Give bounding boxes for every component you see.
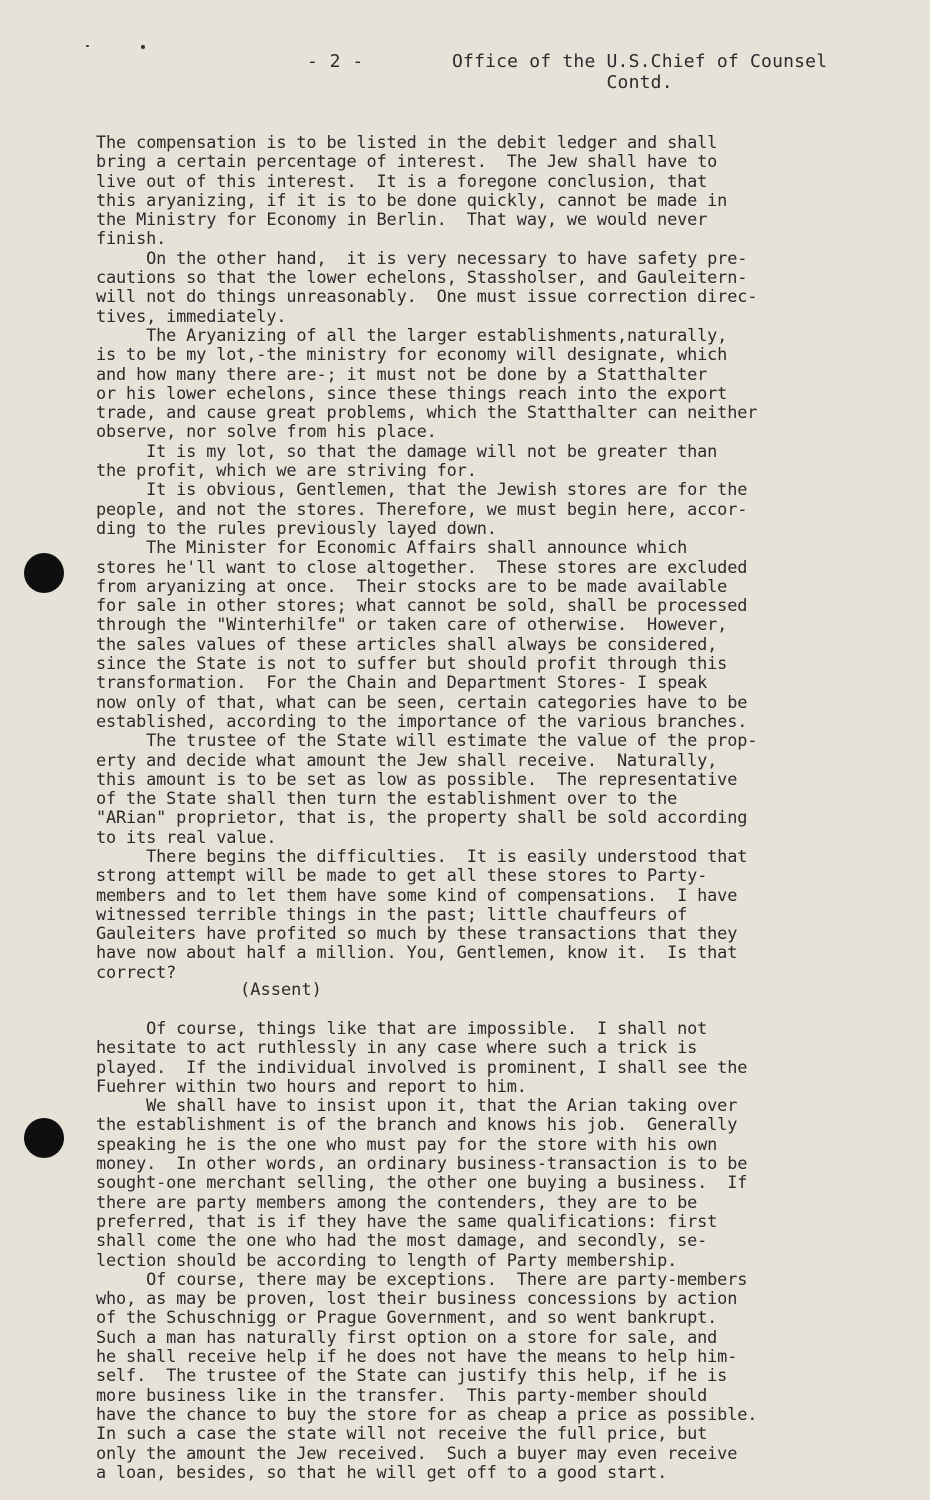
page-number: - 2 -: [307, 51, 364, 72]
office-line: Office of the U.S.Chief of Counsel: [452, 51, 828, 72]
text-line: The Minister for Economic Affairs shall announce which: [96, 537, 688, 558]
text-line: tives, immediately.: [96, 305, 287, 326]
text-line: erty and decide what amount the Jew shall receive. Naturally,: [96, 749, 718, 770]
text-line: and how many there are-; it must not be done by a Statthalter: [96, 363, 708, 384]
text-line: Of course, things like that are impossible. I shall not: [96, 1018, 708, 1038]
text-line: observe, nor solve from his place.: [96, 421, 437, 442]
text-line: It is obvious, Gentlemen, that the Jewish stores are for the: [96, 479, 748, 500]
text-line: sought-one merchant selling, the other one buying a business. If: [96, 1172, 748, 1193]
text-line: is to be my lot,-the ministry for economy will designate, which: [96, 344, 728, 365]
text-line: ding to the rules previously layed down.: [96, 517, 497, 538]
text-line: transformation. For the Chain and Department Stores- I speak: [96, 672, 708, 693]
body-text-section-2: [96, 1019, 866, 1482]
text-line: or his lower echelons, since these things reach into the export: [96, 382, 728, 403]
text-line: It is my lot, so that the damage will not be greater than: [96, 440, 718, 461]
text-line: of the Schuschnigg or Prague Government, and so went bankrupt.: [96, 1307, 718, 1328]
text-line: there are party members among the contenders, they are to be: [96, 1191, 698, 1212]
text-line: Gauleiters have profited so much by these transactions that they: [96, 923, 738, 944]
text-line: witnessed terrible things in the past; little chauffeurs of: [96, 903, 688, 924]
text-line: since the State is not to suffer but should profit through this: [96, 653, 728, 674]
text-line: On the other hand, it is very necessary to have safety pre-: [96, 247, 748, 268]
text-line: In such a case the state will not receive the full price, but: [96, 1423, 708, 1444]
text-line: members and to let them have some kind of compensations. I have: [96, 884, 738, 905]
office-heading: [452, 51, 827, 93]
text-line: to its real value.: [96, 826, 277, 847]
punch-hole: [24, 1118, 64, 1158]
text-line: have now about half a million. You, Gentlemen, know it. Is that: [96, 942, 738, 963]
text-line: hesitate to act ruthlessly in any case where such a trick is: [96, 1037, 698, 1058]
text-line: The compensation is to be listed in the debit ledger and shall: [96, 132, 718, 152]
text-line: stores he'll want to close altogether. These stores are excluded: [96, 556, 748, 577]
text-line: a loan, besides, so that he will get off to a good start.: [96, 1461, 668, 1482]
text-line: The trustee of the State will estimate the value of the prop-: [96, 730, 758, 751]
text-line: Fuehrer within two hours and report to him.: [96, 1075, 527, 1096]
text-line: money. In other words, an ordinary business-transaction is to be: [96, 1153, 748, 1174]
text-line: There begins the difficulties. It is easily understood that: [96, 845, 748, 866]
ink-speck: [86, 45, 89, 47]
text-line: through the "Winterhilfe" or taken care of otherwise. However,: [96, 614, 728, 635]
text-line: this aryanizing, if it is to be done quickly, cannot be made in: [96, 189, 728, 210]
text-line: the profit, which we are striving for.: [96, 460, 477, 481]
text-line: We shall have to insist upon it, that the Arian taking over: [96, 1095, 738, 1116]
text-line: strong attempt will be made to get all these stores to Party-: [96, 865, 708, 886]
body-text-section-1: [96, 133, 866, 982]
text-line: lection should be according to length of Party membership.: [96, 1249, 678, 1270]
text-line: bring a certain percentage of interest. The Jew shall have to: [96, 151, 718, 172]
text-line: of the State shall then turn the establishment over to the: [96, 788, 678, 809]
ink-speck: [141, 45, 145, 49]
text-line: Such a man has naturally first option on a store for sale, and: [96, 1326, 718, 1347]
assent-note: (Assent): [240, 980, 322, 1000]
text-line: cautions so that the lower echelons, Stassholser, and Gauleitern-: [96, 267, 748, 288]
text-line: only the amount the Jew received. Such a buyer may even receive: [96, 1442, 738, 1463]
text-line: The Aryanizing of all the larger establishments,naturally,: [96, 324, 728, 345]
continued-line: Contd.: [606, 72, 673, 93]
text-line: the sales values of these articles shall always be considered,: [96, 633, 718, 654]
text-line: live out of this interest. It is a foregone conclusion, that: [96, 170, 708, 191]
text-line: this amount is to be set as low as possible. The representative: [96, 768, 738, 789]
text-line: preferred, that is if they have the same qualifications: first: [96, 1210, 718, 1231]
text-line: have the chance to buy the store for as cheap a price as possible.: [96, 1403, 758, 1424]
text-line: finish.: [96, 228, 167, 249]
text-line: he shall receive help if he does not have the means to help him-: [96, 1346, 738, 1367]
text-line: now only of that, what can be seen, certain categories have to be: [96, 691, 748, 712]
text-line: from aryanizing at once. Their stocks are to be made available: [96, 575, 728, 596]
text-line: more business like in the transfer. This party-member should: [96, 1384, 708, 1405]
text-line: who, as may be proven, lost their business concessions by action: [96, 1288, 738, 1309]
punch-hole: [24, 553, 64, 593]
text-line: played. If the individual involved is prominent, I shall see the: [96, 1056, 748, 1077]
text-line: will not do things unreasonably. One must issue correction direc-: [96, 286, 758, 307]
text-line: people, and not the stores. Therefore, we must begin here, accor-: [96, 498, 748, 519]
text-line: the Ministry for Economy in Berlin. That way, we would never: [96, 209, 708, 230]
text-line: trade, and cause great problems, which the Statthalter can neither: [96, 402, 758, 423]
text-line: correct?: [96, 961, 177, 982]
text-line: Of course, there may be exceptions. There are party-members: [96, 1268, 748, 1289]
text-line: shall come the one who had the most damage, and secondly, se-: [96, 1230, 708, 1251]
text-line: established, according to the importance of the various branches.: [96, 710, 748, 731]
text-line: "ARian" proprietor, that is, the property shall be sold according: [96, 807, 748, 828]
text-line: self. The trustee of the State can justify this help, if he is: [96, 1365, 728, 1386]
text-line: the establishment is of the branch and knows his job. Generally: [96, 1114, 738, 1135]
text-line: speaking he is the one who must pay for the store with his own: [96, 1133, 718, 1154]
text-line: for sale in other stores; what cannot be sold, shall be processed: [96, 595, 748, 616]
